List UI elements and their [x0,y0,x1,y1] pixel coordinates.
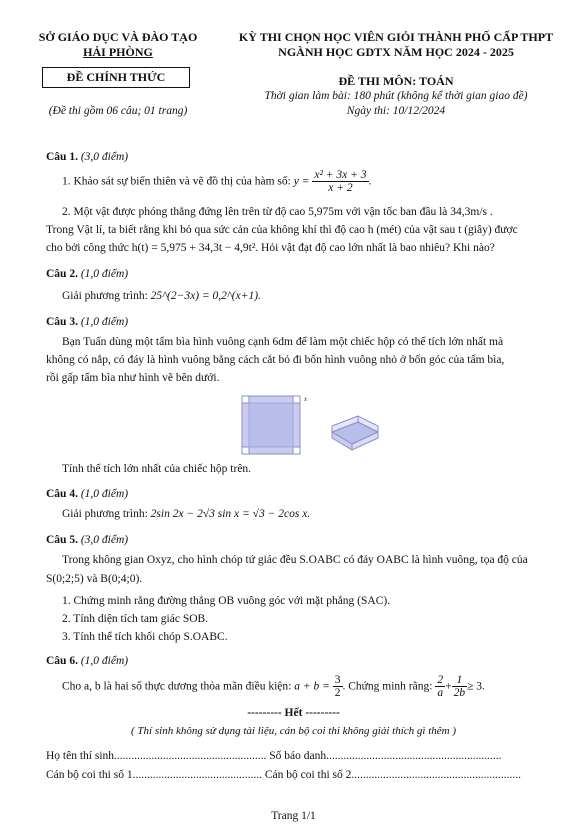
exam-subtitle: NGÀNH HỌC GDTX NĂM HỌC 2024 - 2025 [278,45,514,59]
q1-part2-line2: Trong Vật lí, ta biết rằng khi bỏ qua sức cản của không khí thì độ cao h (mét) của vật sau t (giây) được [46,224,518,236]
q3-line1: Bạn Tuấn dùng một tấm bìa hình vuông cạnh 6dm để làm một chiếc hộp có thể tích lớn nhất mà [62,336,504,348]
official-label: ĐỀ CHÍNH THỨC [42,67,190,88]
q5-item3: 3. Tính thể tích khối chóp S.OABC. [62,631,228,643]
q4-body: Giải phương trình: 2sin 2x − 2√3 sin x = √3 − 2cos x. [62,508,311,520]
q5-line2: S(0;2;5) và B(0;4;0). [46,573,143,585]
q1-fraction: $\frac{\text{x² + 3x + 3}}{x + 2}$ [314,169,367,194]
folded-box [332,416,378,450]
q6-heading: Câu 6. (1,0 điểm) [46,655,129,667]
department-name: SỞ GIÁO DỤC VÀ ĐÀO TẠO [38,30,198,44]
q2-heading: Câu 2. (1,0 điểm) [46,268,129,280]
q5-line1: Trong không gian Oxyz, cho hình chóp tứ giác đều S.OABC có đáy OABC là hình vuông, tọa độ của [62,554,528,566]
q1-part1: 1. Khảo sát sự biến thiên và vẽ đồ thị của hàm số: y = $\frac{\text{x² + 3x + 3}}{x + 2}$ . [62,169,372,194]
q3-heading: Câu 3. (1,0 điểm) [46,316,129,328]
figure-label: x [304,395,308,403]
q1-part2-line3: cho bởi công thức h(t) = 5,975 + 34,3t − 4,9t². Hỏi vật đạt độ cao lớn nhất là bao nhiêu? Khi nào? [46,242,495,254]
box-figure [236,392,384,458]
q1-part2-line1: 2. Một vật được phóng thẳng đứng lên trên từ độ cao 5,975m với vận tốc ban đầu là 34,3m/s . [62,206,493,218]
proctor-signature-line: Cán bộ coi thi số 1............................................. Cán bộ coi thi số 2........................................................... [46,769,522,781]
flat-card-net [242,396,300,454]
q6-ineq-fraction-1: $\frac{2}{a}$ [437,674,444,699]
q6-condition-fraction: $\frac{3}{2}$ [334,674,341,699]
exam-title: KỲ THI CHỌN HỌC VIÊN GIỎI THÀNH PHỐ CẤP THPT [238,30,554,44]
q4-heading: Câu 4. (1,0 điểm) [46,488,129,500]
q5-heading: Câu 5. (3,0 điểm) [46,534,129,546]
candidate-info-line: Họ tên thí sinh..................................................... Số báo danh............................................................. [46,750,502,762]
end-marker: --------- Hết --------- [247,707,340,719]
q2-body: Giải phương trình: 25^(2−3x) = 0,2^(x+1). [62,290,261,302]
q4-equation: 2sin 2x − 2√3 sin x = √3 − 2cos x. [150,508,311,520]
city-name: HẢI PHÒNG [83,45,153,59]
q6-ineq-fraction-2: $\frac{1}{2b}$ [453,674,466,699]
pages-note: (Đề thi gồm 06 câu; 01 trang) [48,105,188,117]
q6-body: Cho a, b là hai số thực dương thỏa mãn điều kiện: a + b = $\frac{3}{2}$ . Chứng minh rằng: $\frac{2}{a}$ + $\frac{1}{2b}$ ≥ 3. [62,674,485,699]
q3-line3: rồi gấp tấm bìa như hình vẽ bên dưới. [46,372,220,384]
q3-question: Tính thể tích lớn nhất của chiếc hộp trên. [62,463,252,475]
time-limit: Thời gian làm bài: 180 phút (không kể thời gian giao đề) [264,90,528,102]
exam-date: Ngày thi: 10/12/2024 [346,105,446,117]
q5-item1: 1. Chứng minh rằng đường thẳng OB vuông góc với mặt phẳng (SAC). [62,595,391,607]
q3-line2: không có nắp, có đáy là hình vuông bằng cách cắt bỏ đi bốn hình vuông nhỏ ở bốn góc của tấm bìa, [46,354,505,366]
q1-heading: Câu 1. (3,0 điểm) [46,151,129,163]
q5-item2: 2. Tính diện tích tam giác SOB. [62,613,209,625]
page-number: Trang 1/1 [271,810,316,822]
subject: ĐỀ THI MÔN: TOÁN [338,74,454,88]
q2-equation: 25^(2−3x) = 0,2^(x+1). [150,290,261,302]
footer-note: ( Thí sinh không sử dụng tài liệu, cán bộ coi thi không giải thích gì thêm ) [131,725,456,737]
